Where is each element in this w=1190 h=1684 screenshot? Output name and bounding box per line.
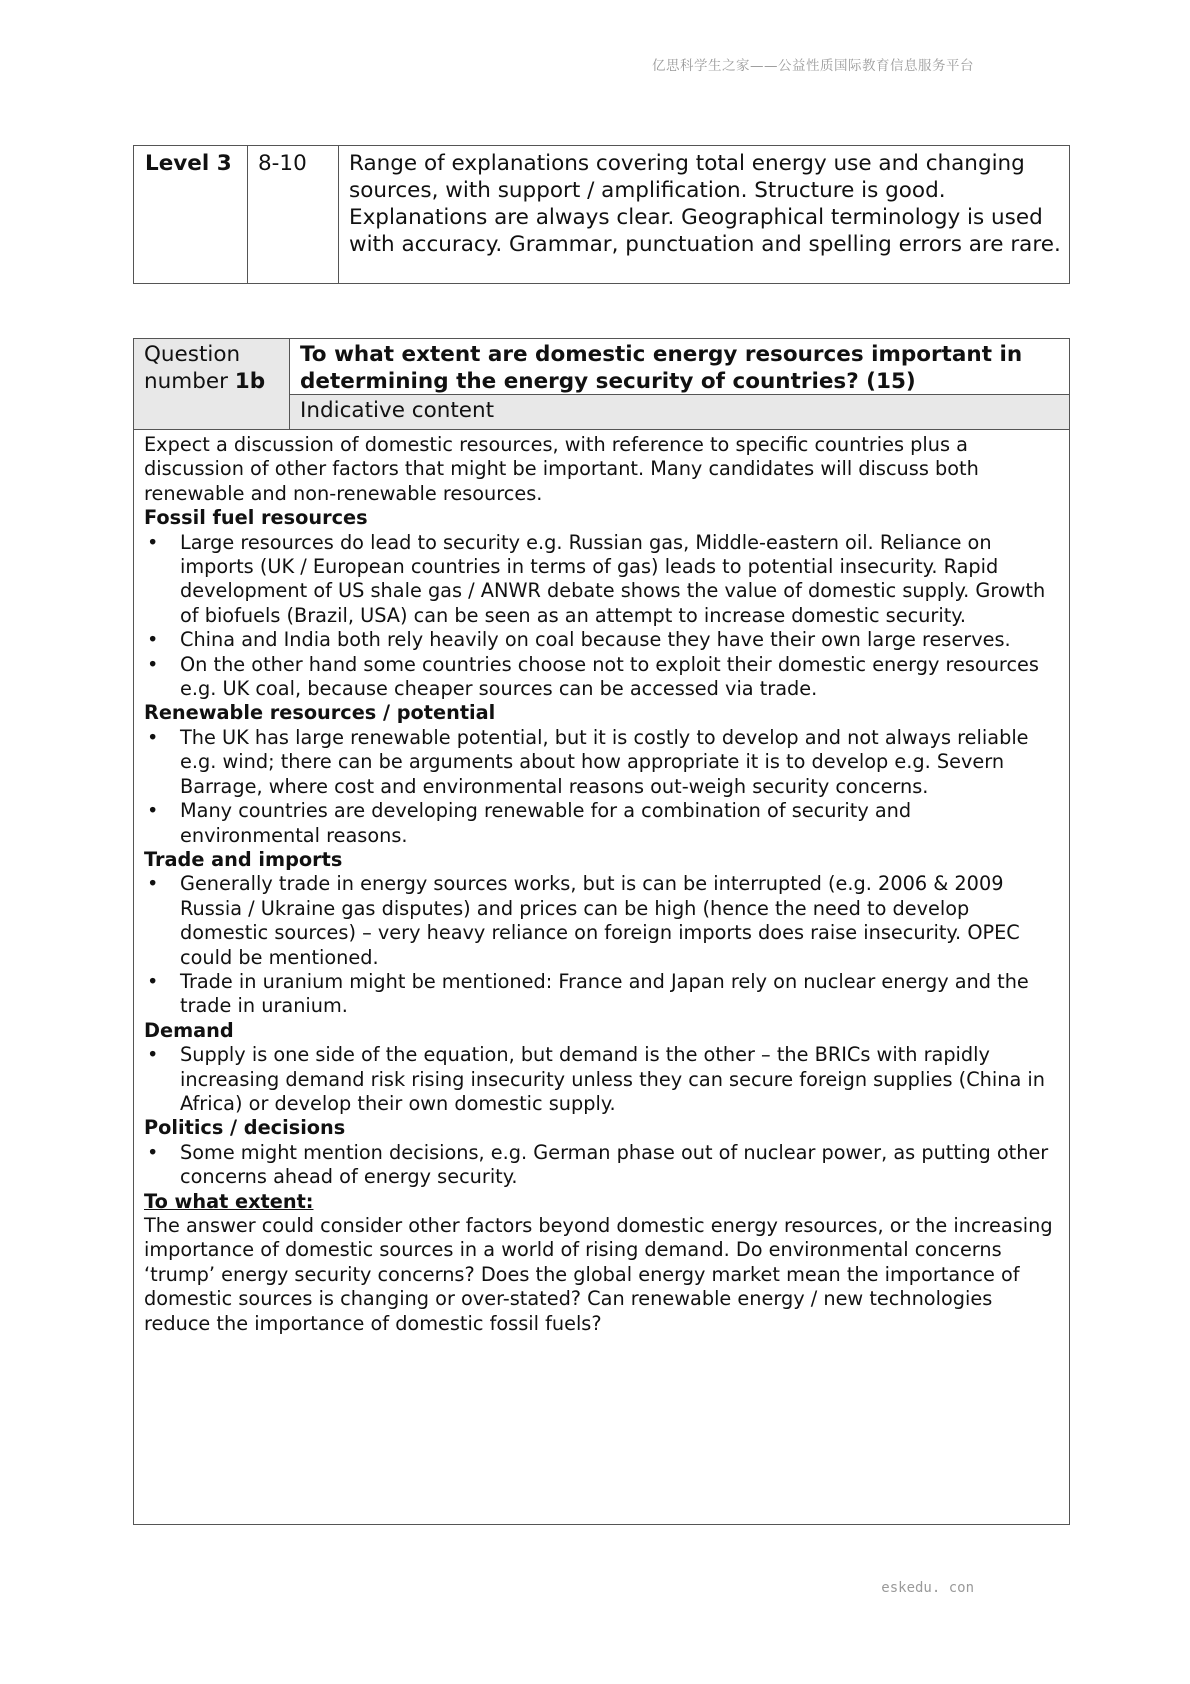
question-number: 1b bbox=[234, 369, 266, 394]
footer-watermark: eskedu. con bbox=[881, 1580, 974, 1596]
level-descriptor: Range of explanations covering total energy use and changing sources, with support / amplification. Structure is good. Explanations are always clear. Geographical terminology is used with accuracy. Grammar, punctuation and spelling errors are rare. bbox=[349, 151, 1061, 257]
list-item: • Some might mention decisions, e.g. German phase out of nuclear power, as putting other concerns ahead of energy security. bbox=[147, 1140, 1049, 1189]
bullet-icon: • bbox=[147, 725, 159, 749]
section-heading: Fossil fuel resources bbox=[144, 506, 368, 530]
question-title: To what extent are domestic energy resources important in determining the energy security of countries? (15) bbox=[290, 339, 1069, 395]
level-marks: 8-10 bbox=[248, 146, 339, 283]
level-table bbox=[133, 145, 1070, 284]
question-body bbox=[134, 430, 1069, 1336]
question-number-cell bbox=[134, 339, 290, 429]
bullet-list bbox=[144, 531, 1057, 702]
list-item: • Many countries are developing renewable for a combination of security and environmental reasons. bbox=[147, 799, 912, 847]
indicative-content-label: Indicative content bbox=[290, 395, 1069, 429]
list-item: • Trade in uranium might be mentioned: France and Japan rely on nuclear energy and the trade in uranium. bbox=[147, 969, 1029, 1018]
bullet-icon: • bbox=[147, 969, 159, 993]
bullet-icon: • bbox=[147, 530, 159, 554]
section-heading: Trade and imports bbox=[144, 847, 343, 871]
bullet-list bbox=[144, 726, 1057, 848]
section-heading: Demand bbox=[144, 1018, 234, 1042]
extent-paragraph: The answer could consider other factors beyond domestic energy resources, or the increasing importance of domestic sources in a world of rising demand. Do environmental concerns ‘trump’ energy security concerns? Does the global energy market mean the importance of domestic sources is changing or over-stated? Can renewable energy / new technologies reduce the importance of domestic fossil fuels? bbox=[144, 1214, 1053, 1335]
list-item: • Generally trade in energy sources works, but is can be interrupted (e.g. 2006 & 2009 Russia / Ukraine gas disputes) and prices can be high (hence the need to develop domestic sources) – very heavy reliance on foreign imports does raise insecurity. OPEC could be mentioned. bbox=[147, 872, 1020, 969]
question-header bbox=[134, 339, 1069, 430]
list-item: • China and India both rely heavily on coal because they have their own large reserves. bbox=[147, 628, 1011, 652]
question-box bbox=[133, 338, 1070, 1525]
intro-paragraph: Expect a discussion of domestic resources, with reference to specific countries plus a discussion of other factors that might be important. Many candidates will discuss both renewable and non-renewable resources. bbox=[144, 433, 979, 505]
list-item: • The UK has large renewable potential, but it is costly to develop and not always reliable e.g. wind; there can be arguments about how appropriate it is to develop e.g. Severn Barrage, where cost and environmental reasons out-weigh security concerns. bbox=[147, 725, 1029, 798]
bullet-icon: • bbox=[147, 628, 159, 652]
question-number-label: Question number bbox=[144, 342, 241, 394]
bullet-icon: • bbox=[147, 1043, 159, 1067]
list-item: • Large resources do lead to security e.g. Russian gas, Middle-eastern oil. Reliance on imports (UK / European countries in terms of gas) leads to potential insecurity. Rapid development of US shale gas / ANWR debate shows the value of domestic supply. Growth of biofuels (Brazil, USA) can be seen as an attempt to increase domestic security. bbox=[147, 530, 1046, 627]
bullet-icon: • bbox=[147, 1140, 159, 1164]
section-heading: Politics / decisions bbox=[144, 1116, 346, 1140]
extent-heading: To what extent: bbox=[144, 1189, 314, 1213]
bullet-icon: • bbox=[147, 872, 159, 896]
bullet-icon: • bbox=[147, 799, 159, 823]
bullet-list bbox=[144, 1043, 1057, 1116]
list-item: • On the other hand some countries choose not to exploit their domestic energy resources e.g. UK coal, because cheaper sources can be accessed via trade. bbox=[147, 652, 1039, 701]
section-heading: Renewable resources / potential bbox=[144, 701, 496, 725]
bullet-list bbox=[144, 872, 1057, 1018]
list-item: • Supply is one side of the equation, but demand is the other – the BRICs with rapidly increasing demand risk rising insecurity unless they can secure foreign supplies (China in Africa) or develop their own domestic supply. bbox=[147, 1043, 1045, 1115]
bullet-icon: • bbox=[147, 652, 159, 676]
header-watermark: 亿思科学生之家——公益性质国际教育信息服务平台 bbox=[652, 58, 974, 74]
bullet-list bbox=[144, 1141, 1057, 1190]
level-label: Level 3 bbox=[134, 146, 248, 283]
